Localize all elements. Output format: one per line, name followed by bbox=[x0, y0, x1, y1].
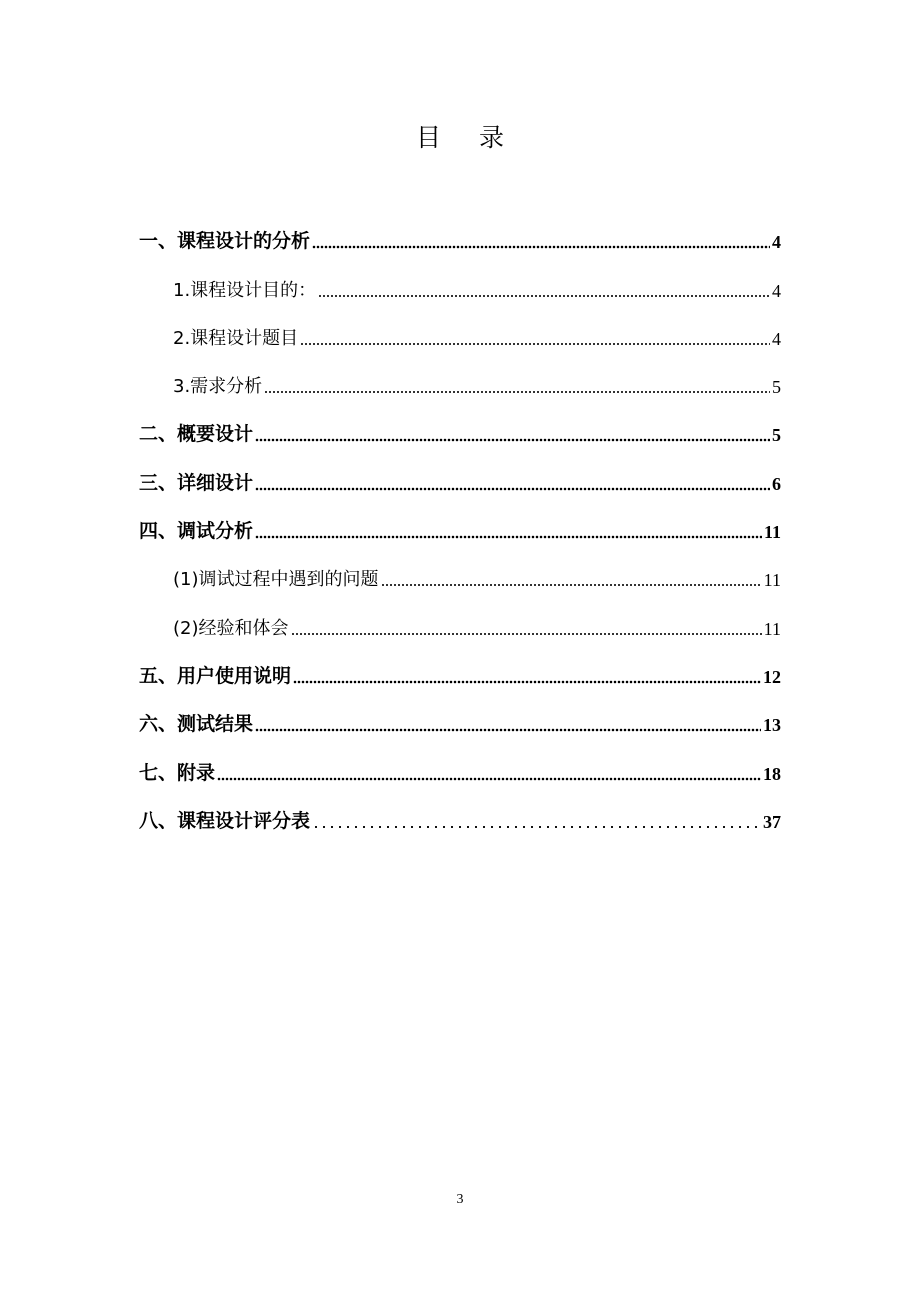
toc-entry-label: (2)经验和体会 bbox=[173, 617, 289, 639]
toc-entry-label: 一、课程设计的分析 bbox=[139, 230, 311, 253]
toc-entry-5[interactable] bbox=[139, 650, 781, 698]
toc-entry-4[interactable] bbox=[139, 505, 781, 553]
toc-entry-page: 11 bbox=[763, 570, 781, 591]
dot-leader bbox=[312, 245, 770, 249]
toc-entry-label: 七、附录 bbox=[139, 761, 216, 784]
toc-title: 目录 bbox=[415, 123, 542, 152]
dot-leader bbox=[217, 777, 761, 781]
dot-leader bbox=[255, 487, 770, 491]
dot-leader bbox=[318, 294, 770, 298]
dot-leader bbox=[312, 825, 761, 829]
toc-entry-label: 3.需求分析 bbox=[173, 376, 263, 398]
toc-entry-label: 四、调试分析 bbox=[139, 520, 254, 543]
toc-entry-3[interactable] bbox=[139, 456, 781, 504]
dot-leader bbox=[300, 342, 770, 346]
toc-entry-label: 三、详细设计 bbox=[139, 471, 254, 494]
toc-entry-page: 6 bbox=[772, 473, 781, 494]
dot-leader bbox=[293, 680, 761, 684]
dot-leader bbox=[255, 728, 761, 732]
toc-entry-7[interactable] bbox=[139, 746, 781, 794]
toc-entry-label: 八、课程设计评分表 bbox=[139, 809, 311, 832]
toc-entry-page: 4 bbox=[772, 328, 781, 349]
dot-leader bbox=[255, 535, 762, 539]
toc-entry-label: 2.课程设计题目 bbox=[173, 327, 299, 349]
toc-entry-8[interactable] bbox=[139, 795, 781, 843]
toc-entry-label: 二、概要设计 bbox=[139, 423, 254, 446]
toc-entry-page: 11 bbox=[763, 522, 781, 543]
toc-entry-1-1[interactable] bbox=[139, 263, 781, 311]
toc-entry-label: 六、测试结果 bbox=[139, 713, 254, 736]
toc-entry-page: 4 bbox=[772, 232, 781, 253]
toc-entry-page: 37 bbox=[763, 811, 781, 832]
toc-entry-4-1[interactable] bbox=[139, 553, 781, 601]
toc-entry-page: 12 bbox=[763, 666, 781, 687]
dot-leader bbox=[255, 438, 770, 442]
toc-entry-page: 5 bbox=[772, 425, 781, 446]
toc-entry-4-2[interactable] bbox=[139, 601, 781, 649]
toc-entry-6[interactable] bbox=[139, 698, 781, 746]
dot-leader bbox=[264, 390, 770, 394]
toc-entry-2[interactable] bbox=[139, 408, 781, 456]
toc-entry-page: 5 bbox=[772, 377, 781, 398]
toc-entry-label: 五、用户使用说明 bbox=[139, 664, 292, 687]
toc-entry-label: (1)调试过程中遇到的问题 bbox=[173, 569, 379, 591]
toc-entry-label: 1.课程设计目的： bbox=[173, 279, 317, 301]
dot-leader bbox=[381, 583, 762, 587]
toc-entry-page: 11 bbox=[763, 618, 781, 639]
toc-entry-1-2[interactable] bbox=[139, 312, 781, 360]
toc-entry-page: 18 bbox=[763, 763, 781, 784]
toc-entry-1[interactable] bbox=[139, 215, 781, 263]
toc-entry-1-3[interactable] bbox=[139, 360, 781, 408]
toc-entry-page: 13 bbox=[763, 715, 781, 736]
toc-entry-page: 4 bbox=[772, 280, 781, 301]
toc-list bbox=[139, 215, 781, 843]
dot-leader bbox=[291, 632, 762, 636]
page-number: 3 bbox=[456, 1192, 464, 1207]
